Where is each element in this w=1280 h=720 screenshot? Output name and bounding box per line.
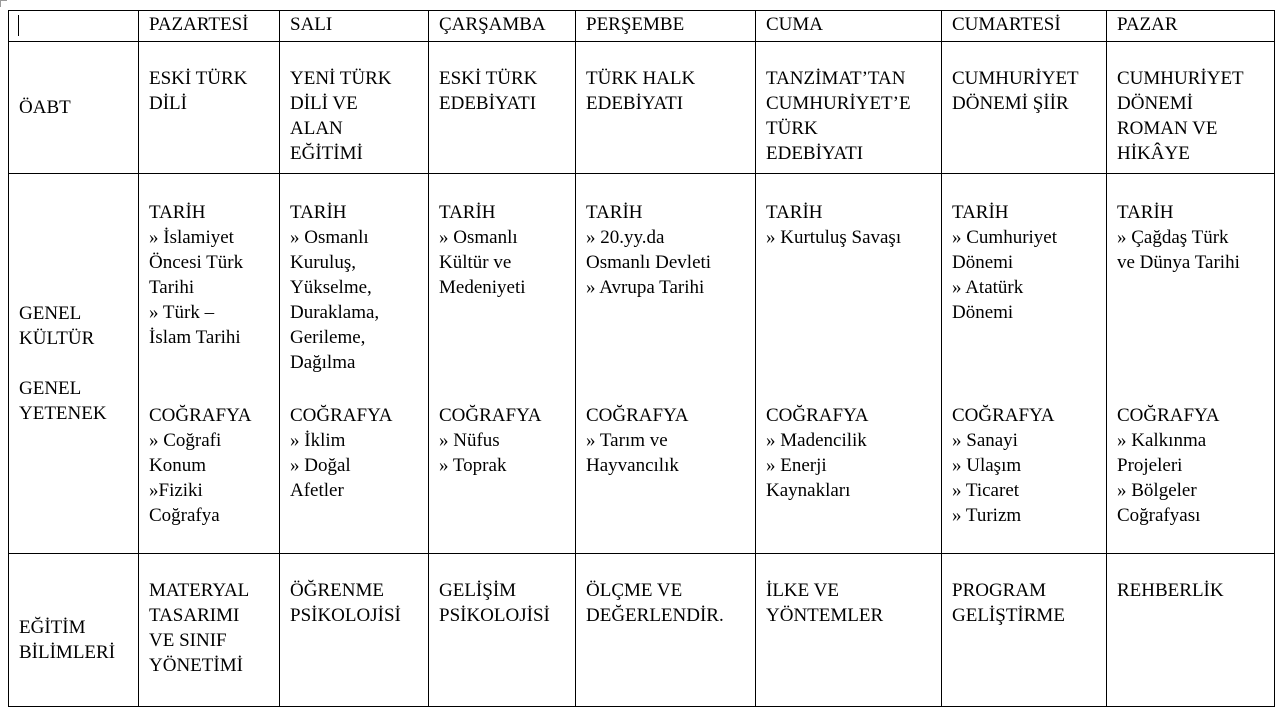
cografya-topic: Coğrafya bbox=[149, 505, 220, 526]
egitim-cell[interactable] bbox=[1107, 554, 1275, 707]
cografya-topic: »Fiziki bbox=[149, 480, 203, 501]
tarih-topic: » 20.yy.da bbox=[586, 227, 665, 248]
tarih-heading: TARİH bbox=[1117, 202, 1174, 223]
cell-line: EĞİTİM bbox=[19, 617, 86, 638]
day-label: ÇARŞAMBA bbox=[439, 14, 546, 35]
cografya-topic: » Kalkınma bbox=[1117, 430, 1207, 451]
day-header[interactable] bbox=[139, 11, 280, 42]
tarih-topic: Dönemi bbox=[952, 302, 1014, 323]
cell-line: YENİ TÜRK bbox=[290, 68, 392, 89]
cell-line: ÖĞRENME bbox=[290, 580, 384, 601]
tarih-topic: » Atatürk bbox=[952, 277, 1024, 298]
cell-line: YÖNTEMLER bbox=[766, 605, 884, 626]
oabt-cell[interactable] bbox=[280, 42, 429, 174]
tarih-topic: » Çağdaş Türk bbox=[1117, 227, 1229, 248]
page-corner-mark bbox=[0, 0, 7, 7]
cell-line: DEĞERLENDİR. bbox=[586, 605, 724, 626]
row-label-text: ÖABT bbox=[19, 97, 71, 118]
cografya-topics bbox=[439, 403, 571, 478]
tarih-topic: Osmanlı Devleti bbox=[586, 252, 712, 273]
cell-line: GENEL bbox=[19, 378, 82, 399]
cell-line: CUMHURİYET’E bbox=[766, 93, 911, 114]
tarih-topic: Tarihi bbox=[149, 277, 195, 298]
tarih-topics bbox=[1117, 200, 1274, 275]
egitim-cell[interactable] bbox=[576, 554, 756, 707]
cell-line: REHBERLİK bbox=[1117, 580, 1224, 601]
cell-line: PROGRAM bbox=[952, 580, 1046, 601]
tarih-topic: » Kurtuluş Savaşı bbox=[766, 227, 902, 248]
day-header[interactable] bbox=[280, 11, 429, 42]
cografya-topics bbox=[149, 403, 275, 528]
row-label-egitim[interactable] bbox=[9, 554, 139, 707]
cografya-topics bbox=[1117, 403, 1270, 528]
oabt-row bbox=[9, 42, 1275, 174]
genel-cell[interactable] bbox=[1107, 174, 1275, 554]
cografya-heading: COĞRAFYA bbox=[149, 405, 252, 426]
cell-line: GELİŞTİRME bbox=[952, 605, 1065, 626]
tarih-topics bbox=[952, 200, 1106, 325]
cografya-heading: COĞRAFYA bbox=[290, 405, 393, 426]
day-label: SALI bbox=[290, 14, 333, 35]
cell-line: HİKÂYE bbox=[1117, 143, 1190, 164]
cografya-heading: COĞRAFYA bbox=[439, 405, 542, 426]
cell-line: TASARIMI bbox=[149, 605, 240, 626]
cografya-topic: Konum bbox=[149, 455, 206, 476]
genel-cell[interactable] bbox=[139, 174, 280, 554]
tarih-topic: Gerileme, bbox=[290, 327, 366, 348]
cell-line: DÖNEMİ ŞİİR bbox=[952, 93, 1069, 114]
cografya-heading: COĞRAFYA bbox=[952, 405, 1055, 426]
header-row bbox=[9, 11, 1275, 42]
cografya-topic: » Enerji bbox=[766, 455, 827, 476]
text-cursor bbox=[18, 15, 19, 36]
label-genel-kultur bbox=[19, 301, 138, 351]
tarih-heading: TARİH bbox=[149, 202, 206, 223]
tarih-topic: Dönemi bbox=[952, 252, 1014, 273]
tarih-topic: Yükselme, bbox=[290, 277, 372, 298]
oabt-cell[interactable] bbox=[429, 42, 576, 174]
cografya-topics bbox=[952, 403, 1102, 528]
egitim-cell[interactable] bbox=[429, 554, 576, 707]
oabt-cell[interactable] bbox=[139, 42, 280, 174]
genel-cell[interactable] bbox=[756, 174, 942, 554]
tarih-heading: TARİH bbox=[766, 202, 823, 223]
cell-line: EDEBİYATI bbox=[766, 143, 864, 164]
oabt-cell[interactable] bbox=[1107, 42, 1275, 174]
tarih-topic: Medeniyeti bbox=[439, 277, 526, 298]
cell-line: YÖNETİMİ bbox=[149, 655, 243, 676]
cografya-topic: » Ulaşım bbox=[952, 455, 1022, 476]
cell-line: ALAN bbox=[290, 118, 343, 139]
tarih-topics bbox=[766, 200, 941, 250]
cell-line: GELİŞİM bbox=[439, 580, 517, 601]
oabt-cell[interactable] bbox=[756, 42, 942, 174]
cografya-topic: » Tarım ve bbox=[586, 430, 668, 451]
tarih-topic: ve Dünya Tarihi bbox=[1117, 252, 1240, 273]
cell-line: TANZİMAT’TAN bbox=[766, 68, 906, 89]
tarih-topics bbox=[439, 200, 575, 300]
cell-line: ROMAN VE bbox=[1117, 118, 1218, 139]
study-schedule-table bbox=[8, 10, 1275, 707]
tarih-topic: » Osmanlı bbox=[290, 227, 369, 248]
egitim-cell[interactable] bbox=[139, 554, 280, 707]
tarih-topic: » Avrupa Tarihi bbox=[586, 277, 705, 298]
row-label-text bbox=[19, 615, 138, 665]
label-genel-yetenek bbox=[19, 376, 138, 426]
cell-line: PSİKOLOJİSİ bbox=[290, 605, 401, 626]
cografya-topic: » Toprak bbox=[439, 455, 507, 476]
tarih-topic: Duraklama, bbox=[290, 302, 380, 323]
tarih-topic: » Türk – bbox=[149, 302, 215, 323]
cografya-topic: » Madencilik bbox=[766, 430, 867, 451]
cografya-topic: Afetler bbox=[290, 480, 344, 501]
cell-line: TÜRK bbox=[766, 118, 818, 139]
oabt-cell[interactable] bbox=[576, 42, 756, 174]
tarih-heading: TARİH bbox=[439, 202, 496, 223]
genel-cell[interactable] bbox=[280, 174, 429, 554]
cell-line: TÜRK HALK bbox=[586, 68, 696, 89]
cografya-topic: Kaynakları bbox=[766, 480, 851, 501]
cell-line: YETENEK bbox=[19, 403, 107, 424]
tarih-heading: TARİH bbox=[290, 202, 347, 223]
tarih-topic: İslam Tarihi bbox=[149, 327, 241, 348]
tarih-topic: Öncesi Türk bbox=[149, 252, 244, 273]
tarih-heading: TARİH bbox=[586, 202, 643, 223]
cell-line: DİLİ VE bbox=[290, 93, 358, 114]
genel-cell[interactable] bbox=[429, 174, 576, 554]
day-label: CUMARTESİ bbox=[952, 14, 1061, 35]
cografya-topic: » Bölgeler bbox=[1117, 480, 1197, 501]
day-header[interactable] bbox=[429, 11, 576, 42]
cografya-topic: Hayvancılık bbox=[586, 455, 679, 476]
row-label-genel[interactable] bbox=[9, 174, 139, 554]
cografya-topic: » İklim bbox=[290, 430, 346, 451]
tarih-topic: » Cumhuriyet bbox=[952, 227, 1058, 248]
day-header[interactable] bbox=[756, 11, 942, 42]
genel-cell[interactable] bbox=[942, 174, 1107, 554]
cell-line: ESKİ TÜRK bbox=[439, 68, 538, 89]
egitim-cell[interactable] bbox=[756, 554, 942, 707]
tarih-heading: TARİH bbox=[952, 202, 1009, 223]
cografya-topic: » Ticaret bbox=[952, 480, 1020, 501]
day-label: PAZARTESİ bbox=[149, 14, 249, 35]
cell-line: VE SINIF bbox=[149, 630, 227, 651]
cografya-topics bbox=[586, 403, 751, 478]
day-label: CUMA bbox=[766, 14, 824, 35]
egitim-cell[interactable] bbox=[280, 554, 429, 707]
day-header[interactable] bbox=[576, 11, 756, 42]
oabt-cell[interactable] bbox=[942, 42, 1107, 174]
genel-cell[interactable] bbox=[576, 174, 756, 554]
cell-line: KÜLTÜR bbox=[19, 328, 95, 349]
cografya-topic: » Nüfus bbox=[439, 430, 500, 451]
cografya-topics bbox=[290, 403, 424, 503]
cografya-topic: Projeleri bbox=[1117, 455, 1183, 476]
tarih-topics bbox=[290, 200, 428, 375]
cell-line: ESKİ TÜRK bbox=[149, 68, 248, 89]
tarih-topic: » İslamiyet bbox=[149, 227, 234, 248]
day-label: PERŞEMBE bbox=[586, 14, 685, 35]
genel-kultur-row bbox=[9, 174, 1275, 554]
cografya-topic: » Sanayi bbox=[952, 430, 1018, 451]
cell-line: İLKE VE bbox=[766, 580, 839, 601]
cell-line: PSİKOLOJİSİ bbox=[439, 605, 550, 626]
cografya-heading: COĞRAFYA bbox=[766, 405, 869, 426]
cografya-heading: COĞRAFYA bbox=[586, 405, 689, 426]
cell-line: EDEBİYATI bbox=[586, 93, 684, 114]
corner-cell[interactable] bbox=[9, 11, 139, 42]
tarih-topic: Dağılma bbox=[290, 352, 356, 373]
tarih-topic: » Osmanlı bbox=[439, 227, 518, 248]
tarih-topics bbox=[149, 200, 279, 350]
cografya-topic: » Doğal bbox=[290, 455, 351, 476]
cell-line: GENEL bbox=[19, 303, 82, 324]
cell-line: EDEBİYATI bbox=[439, 93, 537, 114]
row-label-oabt[interactable] bbox=[9, 42, 139, 174]
cell-line: DİLİ bbox=[149, 93, 187, 114]
tarih-topic: Kültür ve bbox=[439, 252, 512, 273]
cografya-topic: » Turizm bbox=[952, 505, 1022, 526]
day-label: PAZAR bbox=[1117, 14, 1178, 35]
cell-line: EĞİTİMİ bbox=[290, 143, 363, 164]
cell-line: DÖNEMİ bbox=[1117, 93, 1193, 114]
cell-line: BİLİMLERİ bbox=[19, 642, 116, 663]
cografya-topics bbox=[766, 403, 937, 503]
tarih-topic: Kuruluş, bbox=[290, 252, 356, 273]
cell-line: CUMHURİYET bbox=[952, 68, 1079, 89]
cell-line: ÖLÇME VE bbox=[586, 580, 683, 601]
day-header[interactable] bbox=[1107, 11, 1275, 42]
cografya-topic: Coğrafyası bbox=[1117, 505, 1201, 526]
cografya-topic: » Coğrafi bbox=[149, 430, 222, 451]
cell-line: CUMHURİYET bbox=[1117, 68, 1244, 89]
egitim-cell[interactable] bbox=[942, 554, 1107, 707]
day-header[interactable] bbox=[942, 11, 1107, 42]
cell-line: MATERYAL bbox=[149, 580, 250, 601]
tarih-topics bbox=[586, 200, 755, 300]
cografya-heading: COĞRAFYA bbox=[1117, 405, 1220, 426]
egitim-bilimleri-row bbox=[9, 554, 1275, 707]
